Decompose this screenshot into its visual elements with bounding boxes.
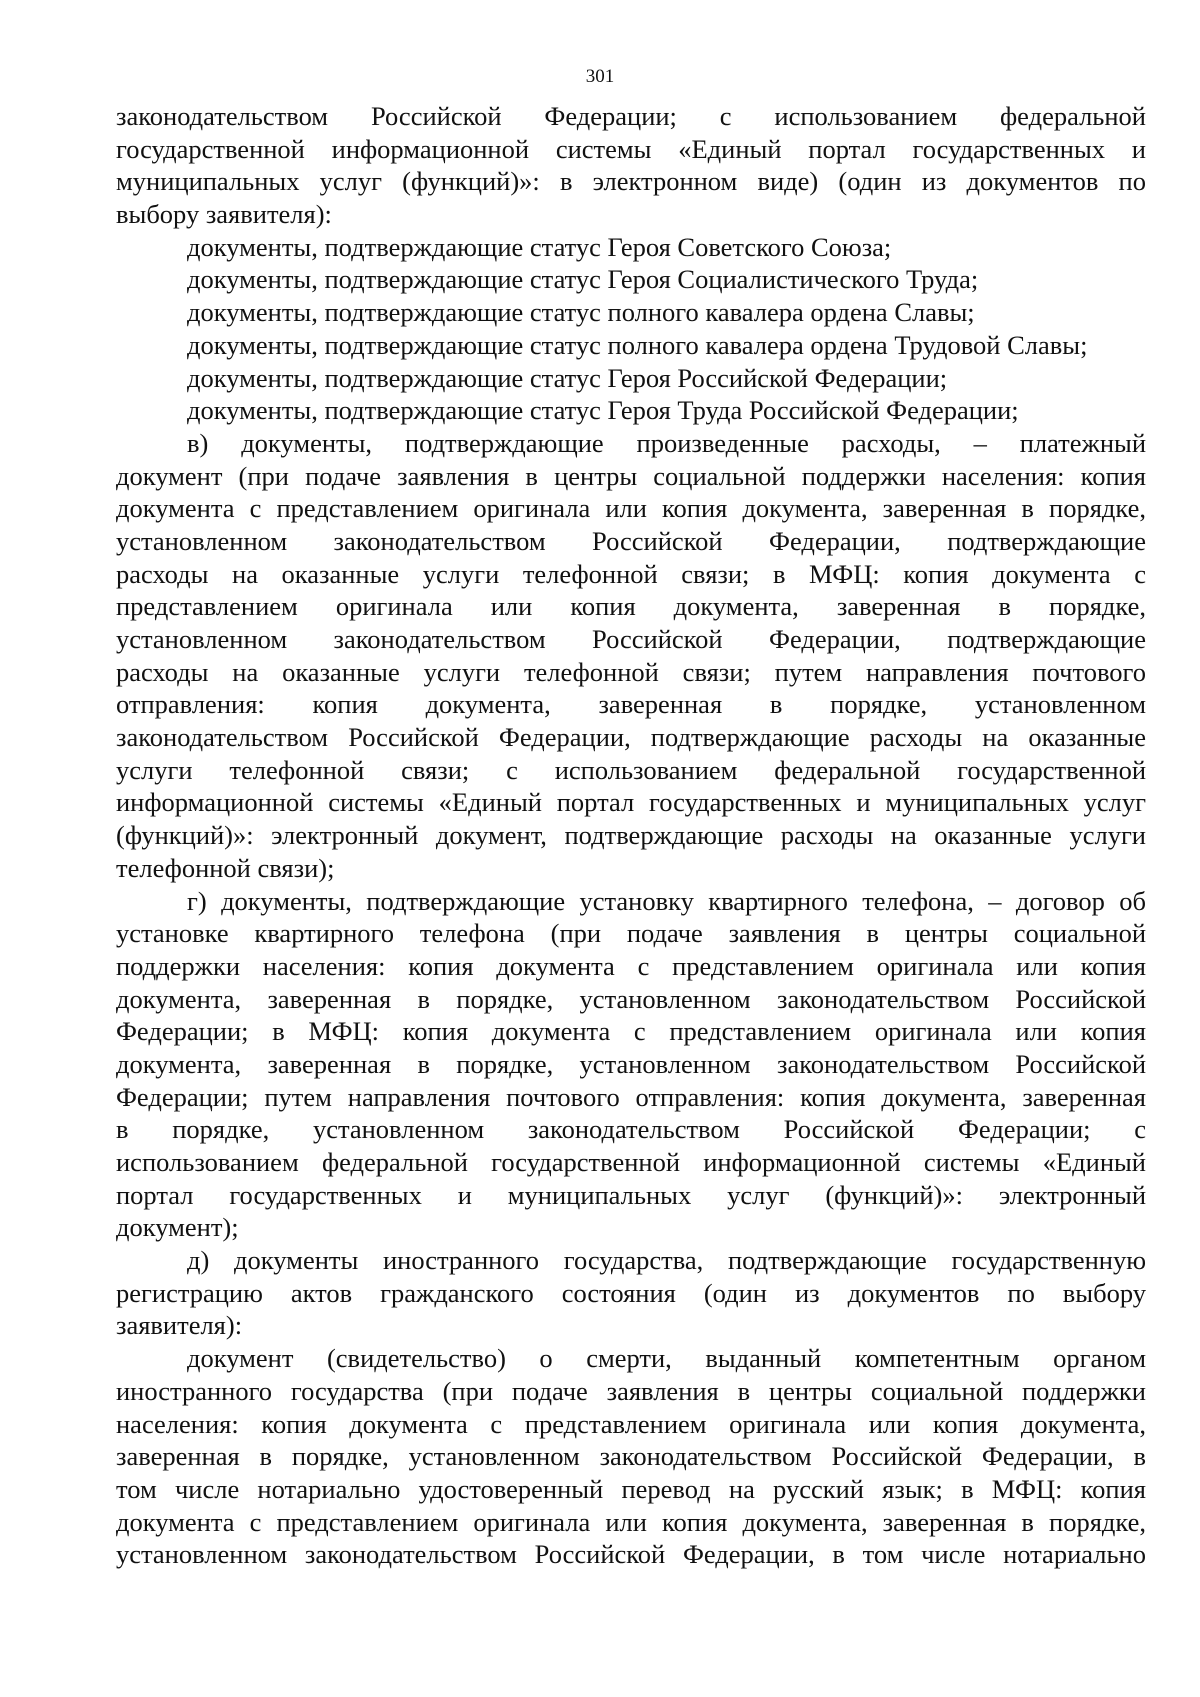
text-line: документы, подтверждающие статус полного кавалера ордена Трудовой Славы; xyxy=(187,329,1088,360)
text-line: государственной информационной системы «Единый портал государственных и xyxy=(116,133,1146,164)
text-line: документы, подтверждающие статус Героя Российской Федерации; xyxy=(187,362,948,393)
text-line: документа, заверенная в порядке, установленном законодательством Российской xyxy=(116,1048,1146,1079)
text-line: документ (при подаче заявления в центры социальной поддержки населения: копия xyxy=(116,460,1146,491)
text-line: установленном законодательством Российской Федерации, в том числе нотариально xyxy=(116,1539,1146,1570)
text-line: использованием федеральной государственной информационной системы «Единый xyxy=(116,1147,1146,1177)
text-line: документ); xyxy=(116,1212,239,1243)
document-body-text xyxy=(116,100,1146,1571)
text-line: законодательством Российской Федерации; с использованием федеральной xyxy=(116,101,1146,131)
text-line: в порядке, установленном законодательством Российской Федерации; с xyxy=(116,1114,1146,1145)
text-line: г) документы, подтверждающие установку квартирного телефона, – договор об xyxy=(187,885,1146,916)
text-line: том числе нотариально удостоверенный перевод на русский язык; в МФЦ: копия xyxy=(116,1473,1146,1504)
text-line: Федерации; в МФЦ: копия документа с представлением оригинала или копия xyxy=(116,1016,1146,1047)
text-line: телефонной связи); xyxy=(116,852,335,883)
text-line: регистрацию актов гражданского состояния (один из документов по выбору xyxy=(116,1277,1146,1308)
text-line: расходы на оказанные услуги телефонной связи; в МФЦ: копия документа с xyxy=(116,558,1146,589)
text-line: документы, подтверждающие статус Героя Советского Союза; xyxy=(187,231,892,262)
text-line: муниципальных услуг (функций)»: в электронном виде) (один из документов по xyxy=(116,166,1146,197)
text-line: документы, подтверждающие статус полного кавалера ордена Славы; xyxy=(187,297,975,328)
text-line: услуги телефонной связи; с использованием федеральной государственной xyxy=(116,754,1146,785)
text-line: отправления: копия документа, заверенная в порядке, установленном xyxy=(116,689,1146,720)
text-line: в) документы, подтверждающие произведенные расходы, – платежный xyxy=(187,427,1146,458)
page-number: 301 xyxy=(585,66,615,87)
text-line: населения: копия документа с представлением оригинала или копия документа, xyxy=(116,1408,1146,1439)
text-line: представлением оригинала или копия документа, заверенная в порядке, xyxy=(116,591,1146,622)
text-line: заявителя): xyxy=(116,1310,243,1341)
text-line: документа с представлением оригинала или копия документа, заверенная в порядке, xyxy=(116,1506,1146,1537)
text-line: документа с представлением оригинала или копия документа, заверенная в порядке, xyxy=(116,493,1146,524)
text-line: иностранного государства (при подаче заявления в центры социальной поддержки xyxy=(116,1375,1146,1406)
text-line: Федерации; путем направления почтового отправления: копия документа, заверенная xyxy=(116,1081,1146,1112)
text-line: выбору заявителя): xyxy=(116,199,332,230)
text-line: установке квартирного телефона (при подаче заявления в центры социальной xyxy=(116,918,1146,949)
text-line: (функций)»: электронный документ, подтверждающие расходы на оказанные услуги xyxy=(116,820,1146,851)
text-line: д) документы иностранного государства, подтверждающие государственную xyxy=(187,1245,1146,1276)
text-line: документ (свидетельство) о смерти, выданный компетентным органом xyxy=(187,1343,1146,1374)
text-line: заверенная в порядке, установленном законодательством Российской Федерации, в xyxy=(116,1441,1146,1472)
text-line: поддержки населения: копия документа с представлением оригинала или копия xyxy=(116,950,1146,981)
text-line: портал государственных и муниципальных услуг (функций)»: электронный xyxy=(116,1179,1146,1210)
text-line: расходы на оказанные услуги телефонной связи; путем направления почтового xyxy=(116,656,1146,687)
text-line: установленном законодательством Российской Федерации, подтверждающие xyxy=(116,525,1146,556)
text-line: информационной системы «Единый портал государственных и муниципальных услуг xyxy=(116,787,1146,818)
text-line: установленном законодательством Российской Федерации, подтверждающие xyxy=(116,624,1146,654)
text-line: законодательством Российской Федерации, подтверждающие расходы на оказанные xyxy=(116,722,1146,753)
text-line: документа, заверенная в порядке, установленном законодательством Российской xyxy=(116,983,1146,1014)
text-line: документы, подтверждающие статус Героя Труда Российской Федерации; xyxy=(187,395,1019,426)
text-line: документы, подтверждающие статус Героя Социалистического Труда; xyxy=(187,264,979,295)
